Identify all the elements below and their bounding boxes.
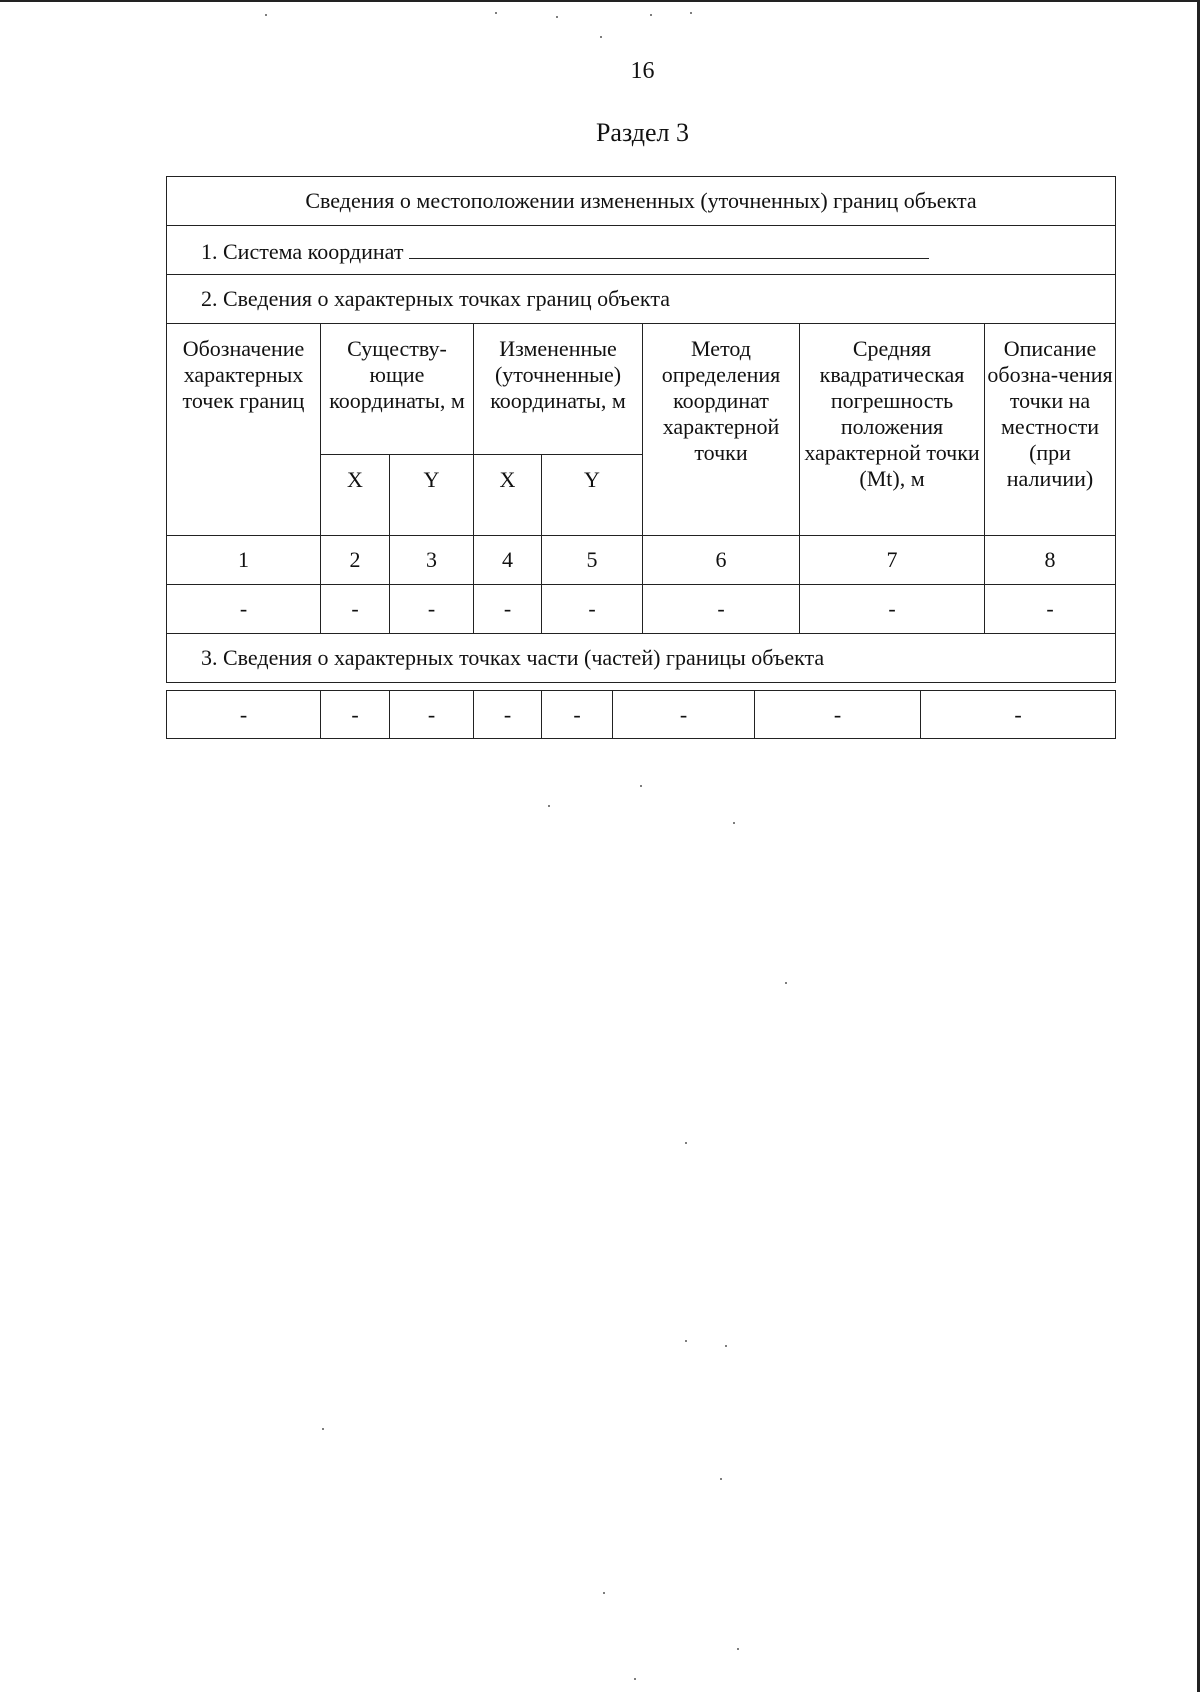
scan-speck [548, 805, 550, 807]
coordinate-system-blank [409, 236, 929, 259]
header-existing-y: Y [390, 455, 474, 536]
header-changed-y: Y [542, 455, 643, 536]
scan-speck [785, 982, 787, 984]
scan-speck [600, 36, 602, 38]
parts-cell: - [321, 691, 390, 739]
scan-edge-top [0, 0, 1200, 2]
scan-speck [640, 785, 642, 787]
points-cell: - [643, 585, 800, 634]
section-title: Раздел 3 [595, 118, 690, 147]
parts-cell: - [921, 691, 1116, 739]
scan-speck [603, 1592, 605, 1594]
parts-cell: - [390, 691, 474, 739]
scan-speck [495, 12, 497, 14]
header-designation: Обозначение характерных точек границ [167, 324, 321, 536]
points-cell: - [390, 585, 474, 634]
header-description: Описание обозна-чения точки на местности (при наличии) [985, 324, 1116, 536]
header-existing-x: X [321, 455, 390, 536]
scan-speck [733, 822, 735, 824]
parts-cell: - [167, 691, 321, 739]
points-cell: - [321, 585, 390, 634]
points-cell: - [474, 585, 542, 634]
points-cell: - [985, 585, 1116, 634]
coordinate-system-row [167, 226, 1116, 275]
points-cell: - [167, 585, 321, 634]
parts-cell: - [474, 691, 542, 739]
scan-speck [725, 1345, 727, 1347]
column-number: 2 [321, 536, 390, 585]
header-changed-x: X [474, 455, 542, 536]
scan-speck [720, 1478, 722, 1480]
column-number: 4 [474, 536, 542, 585]
points-section-label: 2. Сведения о характерных точках границ объекта [167, 275, 1116, 324]
column-number: 5 [542, 536, 643, 585]
scan-speck [322, 1428, 324, 1430]
page-number: 16 [630, 58, 655, 84]
parts-section-label: 3. Сведения о характерных точках части (частей) границы объекта [167, 634, 1116, 683]
coordinate-system-label: 1. Система координат [201, 238, 404, 264]
column-number: 7 [800, 536, 985, 585]
points-cell: - [542, 585, 643, 634]
column-number: 3 [390, 536, 474, 585]
header-error: Средняя квадратическая погрешность положения характерной точки (Mt), м [800, 324, 985, 536]
column-number: 1 [167, 536, 321, 585]
scan-speck [650, 14, 652, 16]
scan-speck [556, 16, 558, 18]
header-changed-coords: Измененные (уточненные) координаты, м [474, 324, 643, 455]
column-number: 6 [643, 536, 800, 585]
scan-speck [265, 14, 267, 16]
parts-table [166, 690, 1116, 739]
parts-cell: - [755, 691, 921, 739]
scan-speck [685, 1340, 687, 1342]
scan-speck [685, 1142, 687, 1144]
parts-cell: - [613, 691, 755, 739]
table-title: Сведения о местоположении измененных (уточненных) границ объекта [167, 177, 1116, 226]
boundary-table [166, 176, 1116, 683]
scan-speck [737, 1648, 739, 1650]
parts-cell: - [542, 691, 613, 739]
points-cell: - [800, 585, 985, 634]
header-existing-coords: Существу-ющие координаты, м [321, 324, 474, 455]
header-method: Метод определения координат характерной точки [643, 324, 800, 536]
scan-speck [634, 1678, 636, 1680]
column-number: 8 [985, 536, 1116, 585]
scan-speck [690, 12, 692, 14]
